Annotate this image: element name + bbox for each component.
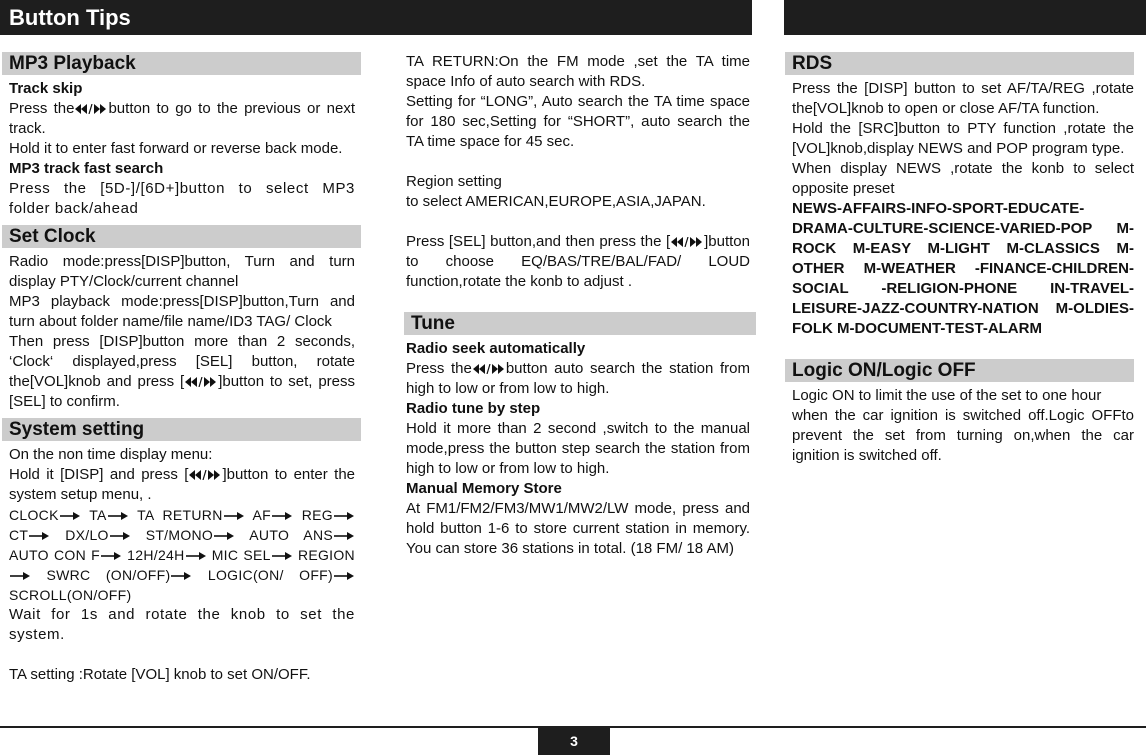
right-arrow-icon (109, 527, 131, 543)
system-hold-text (9, 465, 355, 505)
track-skip-pre: Press the (9, 100, 75, 117)
seek-post: button auto search the station from high to low or from low to high. (406, 360, 750, 397)
menu-chain-item: AUTO ANS (249, 527, 333, 543)
track-skip-title: Track skip (9, 80, 83, 97)
menu-chain-item: DX/LO (65, 527, 109, 543)
clock-radio-mode: Radio mode:press[DISP]button, Turn and turn display PTY/Clock/current channel (9, 253, 355, 290)
page-number: 3 (538, 727, 610, 755)
region-text: to select AMERICAN,EUROPE,ASIA,JAPAN. (406, 193, 706, 210)
right-arrow-icon (223, 507, 245, 523)
menu-chain-item: CT (9, 527, 29, 543)
clock-then-post: ]button to set, press [SEL] to confirm. (9, 373, 355, 410)
menu-chain-item: REG (301, 507, 333, 523)
menu-chain-item: AUTO CON F (9, 547, 101, 563)
step-title: Radio tune by step (406, 400, 541, 417)
right-arrow-icon (100, 547, 122, 563)
track-skip-post: button to go to the previous or next track. (9, 100, 355, 137)
logic-text-1: Logic ON to limit the use of the set to one hour (792, 387, 1102, 404)
rds-text-3: When display NEWS ,rotate the konb to select opposite preset (792, 160, 1134, 197)
page-title: Button Tips (9, 5, 131, 30)
section-heading-logic: Logic ON/Logic OFF (785, 359, 1134, 382)
system-wait-text: Wait for 1s and rotate the knob to set the system. (9, 606, 355, 643)
menu-chain-item: TA RETURN (137, 507, 223, 523)
system-menu-chain (9, 505, 355, 605)
right-arrow-icon (271, 507, 293, 523)
menu-chain-item: AF (252, 507, 272, 523)
right-arrow-icon (107, 507, 129, 523)
section-heading-system: System setting (2, 418, 361, 441)
right-arrow-icon (28, 527, 50, 543)
rds-text-1: Press the [DISP] button to set AF/TA/REG ,rotate the[VOL]knob to open or close AF/TA function. (792, 80, 1134, 117)
prev-next-icon (472, 360, 506, 377)
system-intro: On the non time display menu: (9, 446, 213, 463)
clock-mp3-mode: MP3 playback mode:press[DISP]button,Turn and turn about folder name/file name/ID3 TAG/ Clock (9, 293, 355, 330)
section-heading-rds: RDS (785, 52, 1134, 75)
right-arrow-icon (333, 507, 355, 523)
menu-chain-item: CLOCK (9, 507, 59, 523)
menu-chain-item: 12H/24H (127, 547, 185, 563)
system-hold-pre: Hold it [DISP] and press [ (9, 466, 189, 483)
prev-next-icon (184, 373, 218, 390)
fast-search-text: Press the [5D-]/[6D+]button to select MP3 folder back/ahead (9, 180, 355, 217)
sel-text (406, 232, 750, 292)
clock-then-text (9, 332, 355, 412)
prev-next-icon (188, 466, 222, 483)
setting-long-text: Setting for “LONG”, Auto search the TA time space for 180 sec,Setting for “SHORT”, auto search the TA time space for 45 sec. (406, 93, 750, 150)
right-arrow-icon (333, 527, 355, 543)
section-heading-clock: Set Clock (2, 225, 361, 248)
header-bar (0, 0, 752, 35)
menu-chain-item: MIC SEL (211, 547, 271, 563)
ta-setting-text: TA setting :Rotate [VOL] knob to set ON/OFF. (9, 666, 311, 683)
menu-chain-item: SWRC (ON/OFF) (46, 567, 171, 583)
header-bar-right (784, 0, 1146, 35)
step-text: Hold it more than 2 second ,switch to the manual mode,press the button step search the station from high to low or from low to high. (406, 420, 750, 477)
seek-text (406, 359, 750, 399)
region-title: Region setting (406, 173, 502, 190)
column-middle (404, 52, 756, 559)
right-arrow-icon (185, 547, 207, 563)
right-arrow-icon (333, 567, 355, 583)
section-heading-mp3: MP3 Playback (2, 52, 361, 75)
menu-chain-item: TA (89, 507, 107, 523)
sel-pre: Press [SEL] button,and then press the [ (406, 233, 671, 250)
sel-post: ]button to choose EQ/BAS/TRE/BAL/FAD/ LOUD function,rotate the konb to adjust . (406, 233, 750, 290)
menu-chain-item: REGION (297, 547, 355, 563)
menu-chain-item: ST/MONO (145, 527, 214, 543)
right-arrow-icon (213, 527, 235, 543)
right-arrow-icon (170, 567, 192, 583)
right-arrow-icon (59, 507, 81, 523)
prev-next-icon (74, 100, 108, 117)
section-heading-tune: Tune (404, 312, 756, 335)
seek-pre: Press the (406, 360, 472, 377)
fast-search-title: MP3 track fast search (9, 160, 164, 177)
prev-next-icon (670, 233, 704, 250)
menu-chain-item: SCROLL(ON/OFF) (9, 587, 132, 603)
hold-text: Hold it to enter fast forward or reverse back mode. (9, 140, 343, 157)
right-arrow-icon (271, 547, 293, 563)
menu-chain-item: LOGIC(ON/ OFF) (207, 567, 333, 583)
ta-return-text: TA RETURN:On the FM mode ,set the TA time space Info of auto search with RDS. (406, 53, 750, 90)
memory-text: At FM1/FM2/FM3/MW1/MW2/LW mode, press and hold button 1-6 to store current station in memory. You can store 36 stations in total. (18 FM/ 18 AM) (406, 500, 750, 557)
track-skip-text (9, 99, 355, 139)
system-hold-post: ]button to enter the system setup menu, . (9, 466, 355, 503)
memory-title: Manual Memory Store (406, 480, 562, 497)
right-arrow-icon (9, 567, 31, 583)
rds-text-2: Hold the [SRC]button to PTY function ,rotate the [VOL]knob,display NEWS and POP program type. (792, 120, 1134, 157)
clock-then-pre: Then press [DISP]button more than 2 seconds, ‘Clock‘ displayed,press [SEL] button, rotate the[VOL]knob and press [ (9, 333, 355, 390)
pty-list: NEWS-AFFAIRS-INFO-SPORT-EDUCATE-DRAMA-CULTURE-SCIENCE-VARIED-POP M-ROCK M-EASY M-LIGHT M-CLASSICS M-OTHER M-WEATHER -FINANCE-CHILDREN-SOCIAL -RELIGION-PHONE IN-TRAVEL-LEISURE-JAZZ-COUNTRY-NATION M-OLDIES-FOLK M-DOCUMENT-TEST-ALARM (792, 200, 1134, 337)
column-left (2, 52, 361, 685)
logic-text-2: when the car ignition is switched off.Logic OFFto prevent the set from turning on,when the car ignition is switched off. (792, 407, 1134, 464)
seek-title: Radio seek automatically (406, 340, 586, 357)
column-right (785, 52, 1134, 466)
